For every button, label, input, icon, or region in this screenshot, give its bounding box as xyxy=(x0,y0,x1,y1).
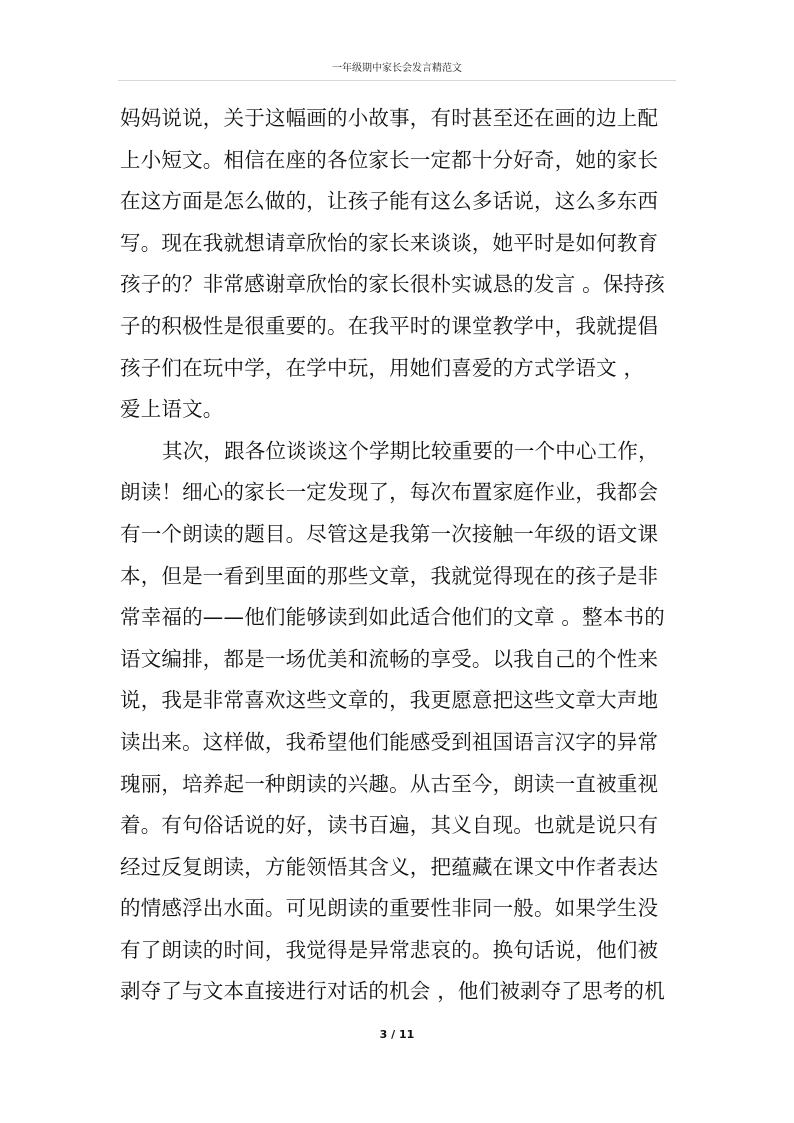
text-line: 语文编排，都是一场优美和流畅的享受。以我自己的个性来 xyxy=(120,646,659,671)
text-line: 说，我是非常喜欢这些文章的，我更愿意把这些文章大声地 xyxy=(120,688,659,713)
text-line: 妈妈说说，关于这幅画的小故事，有时甚至还在画的边上配 xyxy=(120,106,659,130)
text-line: 写。现在我就想请章欣怡的家长来谈谈，她平时是如何教育 xyxy=(120,230,659,255)
text-line: 瑰丽，培养起一种朗读的兴趣。从古至今，朗读一直被重视 xyxy=(120,771,659,796)
text-line: 经过反复朗读，方能领悟其含义，把蕴藏在课文中作者表达 xyxy=(120,854,659,879)
text-line: 的情感浮出水面。可见朗读的重要性非同一般。如果学生没 xyxy=(120,896,659,921)
text-line: 上小短文。相信在座的各位家长一定都十分好奇，她的家长 xyxy=(120,147,659,172)
document-body xyxy=(120,98,686,1013)
text-line: 朗读！细心的家长一定发现了，每次布置家庭作业，我都会 xyxy=(120,480,659,505)
header-divider xyxy=(118,80,676,81)
text-line: 本，但是一看到里面的那些文章，我就觉得现在的孩子是非 xyxy=(120,563,659,588)
text-line: 爱上语文。 xyxy=(120,397,224,422)
text-line: 在这方面是怎么做的，让孩子能有这么多话说，这么多东西 xyxy=(120,189,659,214)
paragraph-start-line: 其次，跟各位谈谈这个学期比较重要的一个中心工作， xyxy=(162,438,659,463)
text-line: 剥夺了与文本直接进行对话的机会 ，他们被剥夺了思考的机 xyxy=(120,979,665,1004)
text-line: 孩子们在玩中学，在学中玩，用她们喜爱的方式学语文 ， xyxy=(120,355,645,380)
page-number: 3 / 11 xyxy=(379,1028,415,1041)
text-line: 常幸福的——他们能够读到如此适合他们的文章 。整本书的 xyxy=(120,605,665,630)
text-line: 有一个朗读的题目。尽管这是我第一次接触一年级的语文课 xyxy=(120,521,659,546)
text-line: 着。有句俗话说的好，读书百遍，其义自现。也就是说只有 xyxy=(120,813,659,838)
text-line: 子的积极性是很重要的。在我平时的课堂教学中，我就提倡 xyxy=(120,313,659,338)
text-line: 有了朗读的时间，我觉得是异常悲哀的。换句话说，他们被 xyxy=(120,937,659,962)
text-line: 孩子的？非常感谢章欣怡的家长很朴实诚恳的发言 。保持孩 xyxy=(120,272,665,297)
page-header-title: 一年级期中家长会发言精范文 xyxy=(332,63,462,74)
text-line: 读出来。这样做，我希望他们能感受到祖国语言汉字的异常 xyxy=(120,729,659,754)
